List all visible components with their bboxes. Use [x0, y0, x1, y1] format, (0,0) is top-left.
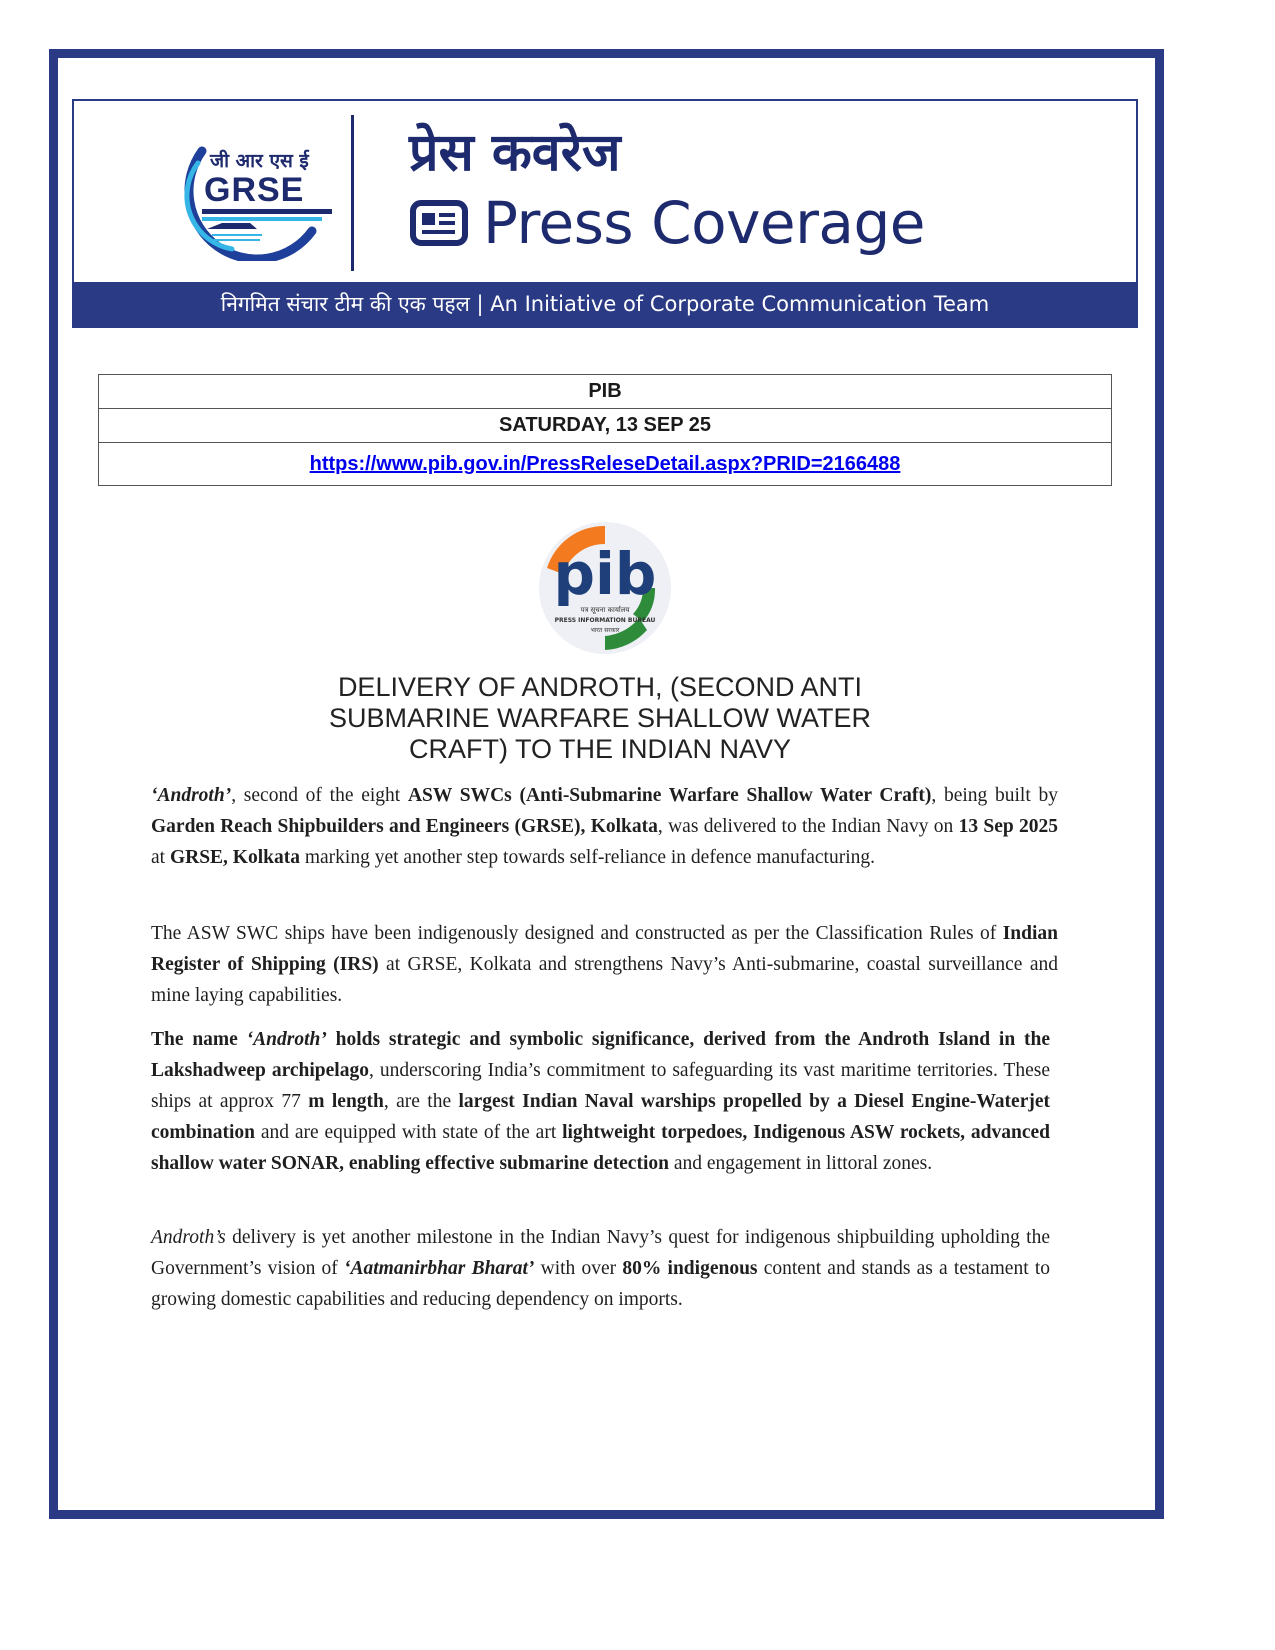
ship-name: ‘Androth’ — [151, 785, 232, 806]
text-run: , are the — [383, 1091, 459, 1112]
text-run: , underscoring India’s commitment to safeguarding its vast maritime territories. These ships at approx 77 — [151, 1060, 1050, 1112]
pib-logo-line1: पत्र सूचना कार्यालय — [580, 606, 630, 614]
english-title — [409, 189, 925, 257]
english-title-text: Press Coverage — [483, 189, 925, 257]
text-run: content and stands as a testament to growing domestic capabilities and reducing dependency on imports. — [151, 1258, 1050, 1310]
text-run: The ASW SWC ships have been indigenously designed and constructed as per the Classification Rules of — [151, 923, 1003, 944]
source-date: SATURDAY, 13 SEP 25 — [99, 409, 1112, 443]
text-run-bold: GRSE, Kolkata — [169, 847, 300, 868]
pib-logo-line3: भारत सरकार — [590, 627, 620, 634]
text-run-bold: ASW SWCs (Anti-Submarine Warfare Shallow Water Craft) — [407, 785, 932, 806]
text-run: with over — [534, 1258, 623, 1279]
text-run-bold: lightweight torpedoes, Indigenous ASW rockets, advanced shallow water SONAR, enabling effective submarine detection — [151, 1122, 1050, 1174]
article-paragraph-4 — [151, 1222, 1050, 1315]
ship-name: Androth’s — [151, 1227, 226, 1248]
initiative-strip: निगमित संचार टीम की एक पहल | An Initiative of Corporate Communication Team — [74, 282, 1136, 326]
press-coverage-banner — [72, 99, 1138, 328]
headline-line: DELIVERY OF ANDROTH, (SECOND ANTI — [337, 672, 863, 702]
headline-line: CRAFT) TO THE INDIAN NAVY — [408, 734, 792, 764]
source-url-cell — [99, 443, 1112, 486]
text-run: , being built by — [931, 785, 1058, 806]
ship-name: ‘Androth’ — [246, 1029, 327, 1050]
pib-logo-line2: PRESS INFORMATION BUREAU — [554, 617, 656, 624]
text-run: at GRSE, Kolkata and strengthens Navy’s Anti-submarine, coastal surveillance and mine laying capabilities. — [151, 954, 1058, 1006]
text-run-bold-italic: ‘Aatmanirbhar Bharat’ — [344, 1258, 535, 1279]
text-run-bold: The name — [151, 1029, 247, 1050]
text-run: delivery is yet another milestone in the Indian Navy’s quest for indigenous shipbuilding upholding the Government’s vision of — [151, 1227, 1050, 1279]
text-run: and are equipped with state of the art — [255, 1122, 563, 1143]
logo-text: GRSE — [204, 171, 305, 209]
newspaper-icon — [409, 199, 469, 247]
pib-logo — [535, 518, 675, 658]
text-run-bold: largest Indian Naval warships propelled by a Diesel Engine-Waterjet combination — [151, 1091, 1050, 1143]
text-run-bold: holds strategic and symbolic significance, derived from the Androth Island in the Lakshadweep archipelago — [151, 1029, 1050, 1081]
headline-line: SUBMARINE WARFARE SHALLOW WATER — [328, 703, 872, 733]
text-run: at — [151, 847, 170, 868]
text-run-bold: 80% indigenous — [622, 1258, 758, 1279]
text-run: and engagement in littoral zones. — [668, 1153, 933, 1174]
banner-divider — [351, 115, 354, 271]
article-paragraph-3 — [151, 1024, 1050, 1179]
source-url-link[interactable]: https://www.pib.gov.in/PressReleseDetail.aspx?PRID=2166488 — [309, 452, 901, 475]
article-paragraph-2 — [151, 918, 1058, 1011]
logo-hindi-text: जी आर एस ई — [210, 150, 309, 172]
article-paragraph-1 — [151, 780, 1058, 873]
source-table — [98, 374, 1112, 486]
text-run: , second of the eight — [231, 785, 408, 806]
text-run-bold: 13 Sep 2025 — [958, 816, 1058, 837]
grse-logo — [162, 131, 332, 261]
hindi-title: प्रेस कवरेज — [409, 123, 621, 183]
pib-logo-text: pib — [553, 540, 657, 608]
text-run-bold: m length — [308, 1091, 384, 1112]
text-run-bold: Indian Register of Shipping (IRS) — [151, 923, 1058, 975]
text-run-bold: Garden Reach Shipbuilders and Engineers (GRSE), Kolkata — [151, 816, 658, 837]
text-run: marking yet another step towards self-reliance in defence manufacturing. — [299, 847, 875, 868]
source-name: PIB — [99, 375, 1112, 409]
article-headline — [250, 672, 950, 765]
text-run: , was delivered to the Indian Navy on — [657, 816, 959, 837]
